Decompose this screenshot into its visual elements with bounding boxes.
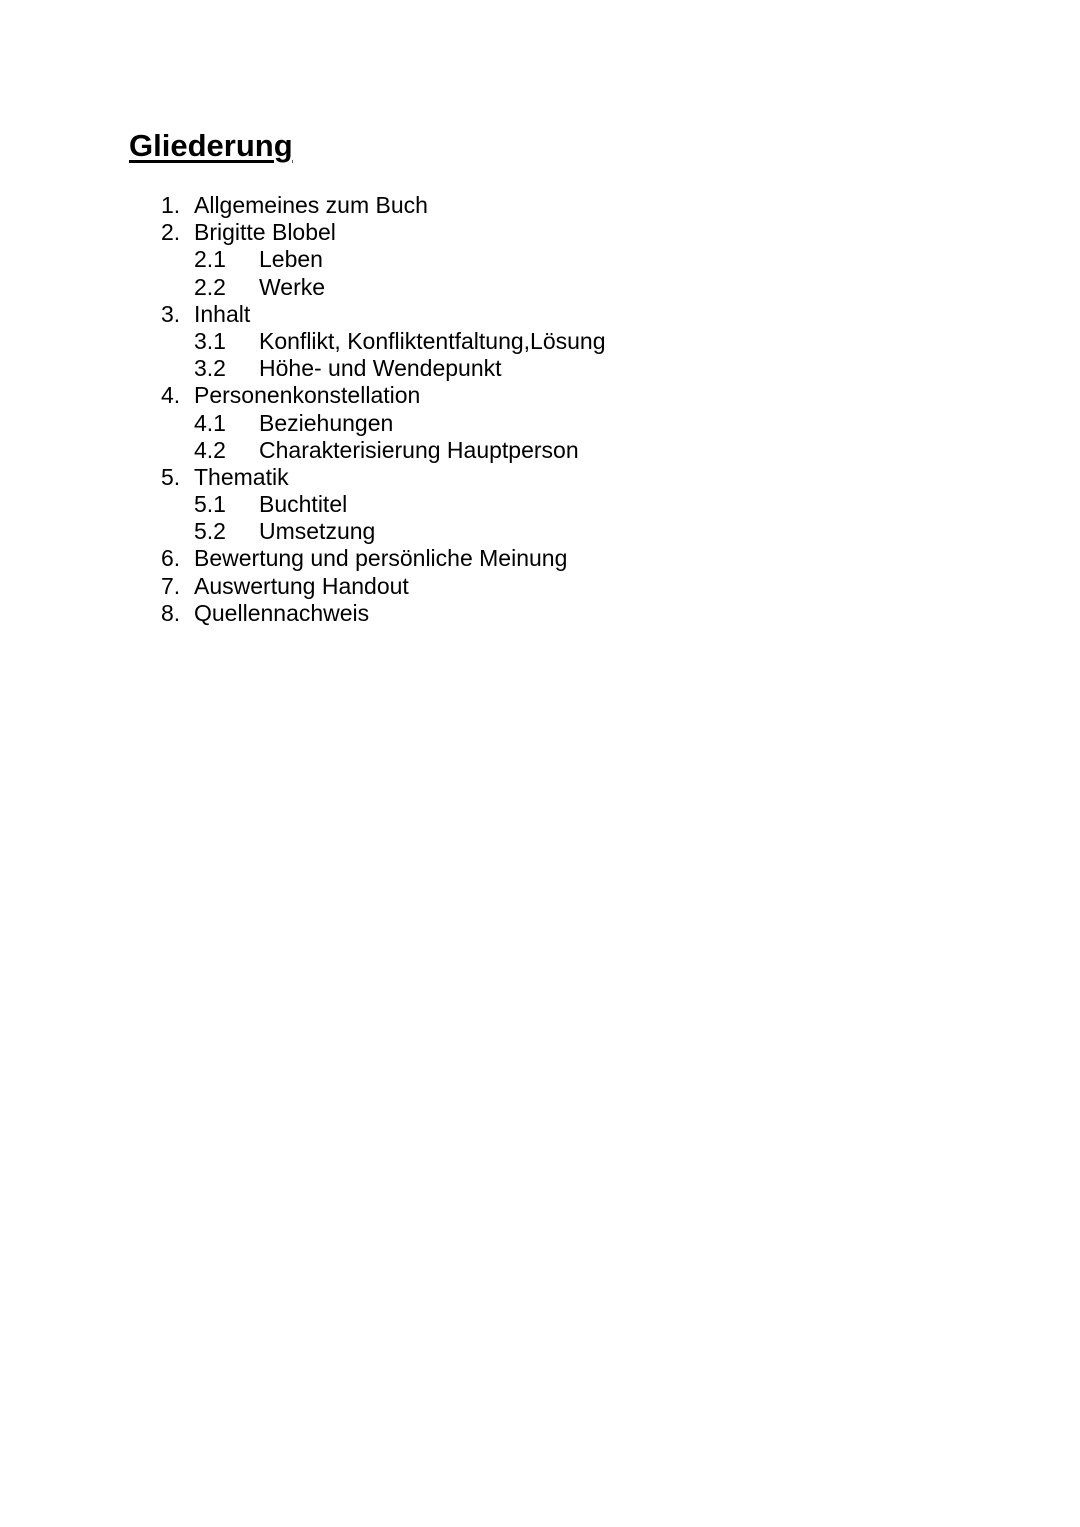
outline-item [0,464,1000,491]
outline-item [0,301,1000,328]
outline-item-text: Auswertung Handout [194,572,409,599]
outline-item-text: Allgemeines zum Buch [194,192,428,218]
outline-item-number: 4.1 [194,409,226,436]
outline-item [0,573,1000,600]
outline-item-number: 2. [161,219,181,246]
outline-item-text: Thematik [194,463,289,490]
outline-item-text: Personenkonstellation [194,382,421,409]
outline-item-text: Bewertung und persönliche Meinung [194,545,568,572]
outline-list [0,192,1000,627]
outline-item [0,437,1000,464]
outline-item-number: 6. [161,545,181,572]
outline-item [0,491,1000,518]
outline-item-number: 4. [161,382,181,409]
outline-item-number: 3.1 [194,327,226,354]
outline-item-text: Leben [259,246,323,273]
outline-item [0,328,1000,355]
outline-item-number: 5.2 [194,518,226,545]
outline-item [0,246,1000,273]
outline-item-number: 8. [161,599,181,626]
outline-item-number: 3.2 [194,355,226,382]
outline-item-text: Charakterisierung Hauptperson [259,436,579,463]
outline-item [0,355,1000,382]
outline-item-number: 1. [161,192,181,218]
outline-item-number: 2.2 [194,273,226,300]
outline-item-number: 4.2 [194,436,226,463]
page-title: Gliederung [129,128,293,163]
outline-item [0,600,1000,627]
outline-item-number: 5. [161,463,181,490]
outline-item-number: 3. [161,300,181,327]
outline-item [0,274,1000,301]
outline-item [0,219,1000,246]
outline-item-text: Beziehungen [259,409,394,436]
outline-item-number: 2.1 [194,246,226,273]
outline-item [0,518,1000,545]
outline-item-text: Konflikt, Konfliktentfaltung,Lösung [259,327,606,354]
outline-item-text: Werke [259,273,326,300]
outline-item-number: 7. [161,572,181,599]
outline-item [0,545,1000,572]
outline-item-text: Quellennachweis [194,599,370,626]
outline-item-text: Inhalt [194,300,251,327]
outline-item-text: Höhe- und Wendepunkt [259,355,502,382]
outline-item [0,382,1000,409]
outline-item-text: Brigitte Blobel [194,219,336,246]
outline-item-text: Umsetzung [259,518,376,545]
outline-item [0,410,1000,437]
outline-item-text: Buchtitel [259,491,348,518]
outline-item-number: 5.1 [194,491,226,518]
outline-item [0,192,1000,219]
